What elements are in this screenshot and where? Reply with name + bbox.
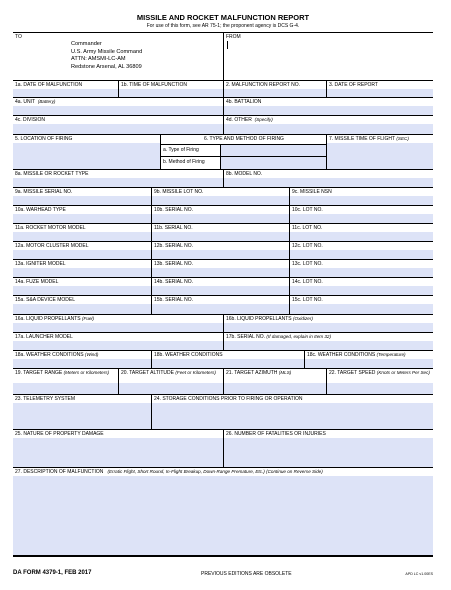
- row-4cd: [13, 116, 433, 135]
- field-input[interactable]: [224, 106, 433, 115]
- field-input[interactable]: [290, 250, 433, 259]
- field-label: [13, 351, 151, 358]
- field-label: [13, 369, 118, 376]
- field-input[interactable]: [119, 383, 223, 394]
- field-label: 15c. LOT NO.: [292, 297, 323, 303]
- field-note: (MLS): [278, 370, 292, 375]
- field-label: 23. TELEMETRY SYSTEM: [15, 396, 76, 402]
- field-label: 4c. DIVISION: [15, 117, 46, 123]
- field-note: (Erratic Flight, Short Round, In-Flight Breakup, Down-Range Premature, Etc.) (Continue on Reverse Side): [107, 469, 323, 474]
- warhead-serial-no-field[interactable]: [152, 206, 290, 223]
- field-input[interactable]: [13, 106, 223, 115]
- field-note: (Battery): [37, 99, 56, 104]
- field-label: 24. STORAGE CONDITIONS PRIOR TO FIRING OR OPERATION: [154, 396, 303, 402]
- form-footer: [13, 570, 433, 578]
- field-label: 14b. SERIAL NO.: [154, 279, 193, 285]
- field-input[interactable]: [221, 157, 326, 169]
- row-11: [13, 224, 433, 242]
- target-range-field[interactable]: [13, 369, 119, 394]
- to-address-line: U.S. Army Missile Command: [71, 48, 143, 55]
- field-label: [305, 351, 433, 358]
- field-input[interactable]: [152, 214, 289, 223]
- field-label: [119, 369, 223, 376]
- target-speed-field[interactable]: [327, 369, 433, 394]
- field-input[interactable]: [224, 124, 433, 134]
- to-label: TO: [15, 34, 22, 40]
- row-27: [13, 468, 433, 557]
- model-no-field[interactable]: [224, 170, 433, 187]
- weather-conditions-field[interactable]: [152, 351, 305, 368]
- row-5-6-7: [13, 135, 433, 170]
- rocket-motor-serial-no-field[interactable]: [152, 224, 290, 241]
- method-of-firing-row: [161, 157, 326, 169]
- row-to-from: [13, 33, 433, 81]
- field-label-text: 18c. WEATHER CONDITIONS: [307, 352, 376, 358]
- field-label: 11b. SERIAL NO.: [154, 225, 193, 231]
- field-input[interactable]: [13, 341, 223, 350]
- field-label: [13, 468, 433, 475]
- field-note: (Meters or Kilometers): [63, 370, 110, 375]
- missile-serial-no-field[interactable]: [13, 188, 152, 205]
- field-input[interactable]: [327, 89, 433, 97]
- field-input[interactable]: [290, 304, 433, 314]
- target-altitude-field[interactable]: [119, 369, 224, 394]
- field-note: (If damaged, explain in Item 32): [266, 334, 331, 339]
- field-label: 9b. MISSILE LOT NO.: [154, 189, 204, 195]
- field-label: 12a. MOTOR CLUSTER MODEL: [15, 243, 89, 249]
- row-25-26: [13, 430, 433, 468]
- field-input[interactable]: [13, 383, 118, 394]
- field-label: [224, 369, 326, 376]
- field-input[interactable]: [13, 143, 160, 169]
- row-14: [13, 278, 433, 296]
- field-label: [13, 315, 223, 322]
- type-of-firing-row: [161, 145, 326, 157]
- row-10: [13, 206, 433, 224]
- telemetry-system-field[interactable]: [13, 395, 152, 429]
- field-note: (Wind): [84, 352, 99, 357]
- field-input[interactable]: [13, 359, 151, 368]
- field-input[interactable]: [152, 359, 304, 368]
- field-label: 11a. ROCKET MOTOR MODEL: [15, 225, 86, 231]
- field-input[interactable]: [13, 214, 151, 223]
- from-field[interactable]: [224, 33, 433, 80]
- field-label-text: 19. TARGET RANGE: [15, 370, 63, 376]
- battalion-field[interactable]: [224, 98, 433, 115]
- field-input[interactable]: [13, 250, 151, 259]
- field-input[interactable]: [290, 196, 433, 205]
- field-label: 8a. MISSILE OR ROCKET TYPE: [15, 171, 89, 177]
- form-title: MISSILE AND ROCKET MALFUNCTION REPORT: [136, 13, 310, 22]
- field-label-text: 4a. UNIT: [15, 99, 36, 105]
- time-of-malfunction-field[interactable]: [119, 81, 224, 97]
- field-input[interactable]: [119, 89, 223, 97]
- field-input[interactable]: [152, 232, 289, 241]
- row-15: [13, 296, 433, 315]
- field-input[interactable]: [13, 196, 151, 205]
- to-address: [71, 41, 142, 71]
- field-input[interactable]: [224, 341, 433, 350]
- field-label: 5. LOCATION OF FIRING: [15, 136, 73, 142]
- field-input[interactable]: [152, 304, 289, 314]
- motor-cluster-lot-no-field[interactable]: [290, 242, 433, 259]
- field-label: 25. NATURE OF PROPERTY DAMAGE: [15, 431, 104, 437]
- version-label: APD LC v1.00ES: [405, 572, 433, 576]
- field-label: 13c. LOT NO.: [292, 261, 323, 267]
- row-4ab: [13, 98, 433, 116]
- field-input[interactable]: [13, 124, 223, 134]
- field-input[interactable]: [305, 359, 433, 368]
- field-label: 14c. LOT NO.: [292, 279, 323, 285]
- unit-field[interactable]: [13, 98, 224, 115]
- field-input[interactable]: [327, 143, 433, 169]
- field-input[interactable]: [152, 196, 289, 205]
- obsolete-notice: PREVIOUS EDITIONS ARE OBSOLETE: [201, 571, 292, 577]
- field-input[interactable]: [13, 178, 223, 187]
- field-label: 15a. S&A DEVICE MODEL: [15, 297, 76, 303]
- field-label: 14a. FUZE MODEL: [15, 279, 59, 285]
- launcher-serial-no-field[interactable]: [224, 333, 433, 350]
- field-input[interactable]: [152, 268, 289, 277]
- igniter-lot-no-field[interactable]: [290, 260, 433, 277]
- field-label: [13, 98, 223, 105]
- field-note: (Temperature): [376, 352, 406, 357]
- field-label-text: 16b. LIQUID PROPELLANTS: [226, 316, 292, 322]
- to-address-line: Commander: [71, 41, 102, 47]
- motor-cluster-serial-no-field[interactable]: [152, 242, 290, 259]
- field-note: (Knots or Meters Per Sec): [376, 370, 430, 375]
- field-input[interactable]: [152, 403, 433, 429]
- type-method-of-firing: [161, 135, 327, 169]
- fuze-lot-no-field[interactable]: [290, 278, 433, 295]
- field-label: [327, 369, 433, 376]
- row-23-24: [13, 395, 433, 430]
- liquid-propellants-fuel-field[interactable]: [13, 315, 224, 332]
- sa-device-serial-no-field[interactable]: [152, 296, 290, 314]
- launcher-model-field[interactable]: [13, 333, 224, 350]
- liquid-propellants-oxidizer-field[interactable]: [224, 315, 433, 332]
- location-of-firing-field[interactable]: [13, 135, 161, 169]
- fatalities-injuries-field[interactable]: [224, 430, 433, 467]
- warhead-lot-no-field[interactable]: [290, 206, 433, 223]
- row-17: [13, 333, 433, 351]
- to-address-line: ATTN: AMSMI-LC-AM: [71, 56, 126, 63]
- field-label-text: 4d. OTHER: [226, 117, 252, 123]
- missile-rocket-type-field[interactable]: [13, 170, 224, 187]
- field-label: [224, 333, 433, 340]
- motor-cluster-model-field[interactable]: [13, 242, 152, 259]
- field-input[interactable]: [13, 476, 433, 555]
- form-number: DA FORM 4379-1, FEB 2017: [13, 570, 92, 576]
- storage-conditions-field[interactable]: [152, 395, 433, 429]
- missile-nsn-field[interactable]: [290, 188, 433, 205]
- field-note: (Feet or Kilometers): [175, 370, 216, 375]
- field-label: 10b. SERIAL NO.: [154, 207, 193, 213]
- row-19-22: [13, 369, 433, 395]
- description-of-malfunction-field[interactable]: [13, 468, 433, 555]
- malfunction-report-form: [13, 13, 433, 557]
- field-label-text: 17b. SERIAL NO.: [226, 334, 265, 340]
- form-subtitle: For use of this form, see AR 75-1; the proponent agency is DCS G-4.: [146, 23, 300, 29]
- field-label: 8b. MODEL NO.: [226, 171, 263, 177]
- malfunction-report-no-field[interactable]: [224, 81, 327, 97]
- property-damage-field[interactable]: [13, 430, 224, 467]
- weather-wind-field[interactable]: [13, 351, 152, 368]
- field-label: 1a. DATE OF MALFUNCTION: [15, 82, 83, 88]
- row-13: [13, 260, 433, 278]
- field-input[interactable]: [13, 232, 151, 241]
- field-input[interactable]: [290, 286, 433, 295]
- field-input[interactable]: [224, 89, 326, 97]
- to-block: [13, 33, 224, 80]
- field-label: 10c. LOT NO.: [292, 207, 323, 213]
- field-input[interactable]: [327, 383, 433, 394]
- field-label-text: 22. TARGET SPEED: [329, 370, 376, 376]
- field-input[interactable]: [290, 232, 433, 241]
- field-input[interactable]: [152, 286, 289, 295]
- missile-time-of-flight-field[interactable]: [327, 135, 433, 169]
- field-label: 3. DATE OF REPORT: [329, 82, 378, 88]
- date-of-report-field[interactable]: [327, 81, 433, 97]
- field-label: 4b. BATTALION: [226, 99, 262, 105]
- field-label: 18b. WEATHER CONDITIONS: [154, 352, 223, 358]
- field-input[interactable]: [13, 89, 118, 97]
- field-note: (SEC): [396, 136, 409, 141]
- other-field[interactable]: [224, 116, 433, 134]
- field-label-text: 7. MISSILE TIME OF FLIGHT: [329, 136, 395, 142]
- rocket-motor-lot-no-field[interactable]: [290, 224, 433, 241]
- field-label-text: 21. TARGET AZIMUTH: [226, 370, 278, 376]
- field-input[interactable]: [13, 403, 151, 429]
- date-of-malfunction-field[interactable]: [13, 81, 119, 97]
- field-input[interactable]: [13, 268, 151, 277]
- field-label: 13b. SERIAL NO.: [154, 261, 193, 267]
- field-input[interactable]: [221, 145, 326, 156]
- fuze-serial-no-field[interactable]: [152, 278, 290, 295]
- weather-temperature-field[interactable]: [305, 351, 433, 368]
- field-label-text: 27. DESCRIPTION OF MALFUNCTION: [15, 469, 104, 475]
- field-input[interactable]: [290, 214, 433, 223]
- field-label: 2. MALFUNCTION REPORT NO.: [226, 82, 300, 88]
- field-input[interactable]: [224, 323, 433, 332]
- rocket-motor-model-field[interactable]: [13, 224, 152, 241]
- sa-device-model-field[interactable]: [13, 296, 152, 314]
- field-label-text: 20. TARGET ALTITUDE: [121, 370, 174, 376]
- from-label: FROM: [226, 34, 241, 40]
- field-label: [327, 135, 433, 142]
- form-grid: [13, 32, 433, 557]
- field-input[interactable]: [290, 268, 433, 277]
- field-note: (Fuel): [81, 316, 94, 321]
- field-input[interactable]: [13, 286, 151, 295]
- division-field[interactable]: [13, 116, 224, 134]
- field-label: 6. TYPE AND METHOD OF FIRING: [161, 135, 326, 145]
- field-input[interactable]: [224, 383, 326, 394]
- igniter-model-field[interactable]: [13, 260, 152, 277]
- field-label-text: 18a. WEATHER CONDITIONS: [15, 352, 84, 358]
- field-label: 1b. TIME OF MALFUNCTION: [121, 82, 188, 88]
- field-label: 17a. LAUNCHER MODEL: [15, 334, 73, 340]
- row-1: [13, 81, 433, 98]
- field-label: 9c. MISSILE NSN: [292, 189, 332, 195]
- row-9: [13, 188, 433, 206]
- target-azimuth-field[interactable]: [224, 369, 327, 394]
- igniter-serial-no-field[interactable]: [152, 260, 290, 277]
- field-input[interactable]: [13, 304, 151, 314]
- field-note: (Specify): [254, 117, 273, 122]
- field-label: 12b. SERIAL NO.: [154, 243, 193, 249]
- field-label: 13a. IGNITER MODEL: [15, 261, 66, 267]
- row-12: [13, 242, 433, 260]
- field-label: [224, 116, 433, 123]
- field-label: 11c. LOT NO.: [292, 225, 323, 231]
- field-label-text: 16a. LIQUID PROPELLANTS: [15, 316, 81, 322]
- field-label: 10a. WARHEAD TYPE: [15, 207, 66, 213]
- to-address-line: Redstone Arsenal, AL 36809: [71, 63, 142, 70]
- row-16: [13, 315, 433, 333]
- missile-lot-no-field[interactable]: [152, 188, 290, 205]
- field-input[interactable]: [13, 438, 223, 467]
- field-label: [224, 315, 433, 322]
- field-input[interactable]: [224, 438, 433, 467]
- field-input[interactable]: [13, 323, 223, 332]
- field-note: (Oxidizer): [292, 316, 313, 321]
- warhead-type-field[interactable]: [13, 206, 152, 223]
- fuze-model-field[interactable]: [13, 278, 152, 295]
- row-8: [13, 170, 433, 188]
- row-18: [13, 351, 433, 369]
- type-of-firing-input[interactable]: [221, 145, 326, 156]
- field-label: 26. NUMBER OF FATALITIES OR INJURIES: [226, 431, 326, 437]
- sa-device-lot-no-field[interactable]: [290, 296, 433, 314]
- field-input[interactable]: [152, 250, 289, 259]
- field-label: 9a. MISSILE SERIAL NO.: [15, 189, 73, 195]
- field-label: 15b. SERIAL NO.: [154, 297, 193, 303]
- text-cursor: [227, 41, 228, 49]
- method-of-firing-input[interactable]: [221, 157, 326, 169]
- field-input[interactable]: [224, 178, 433, 187]
- field-label: 12c. LOT NO.: [292, 243, 323, 249]
- field-label: a. Type of Firing: [161, 145, 221, 156]
- field-label: b. Method of Firing: [161, 157, 221, 169]
